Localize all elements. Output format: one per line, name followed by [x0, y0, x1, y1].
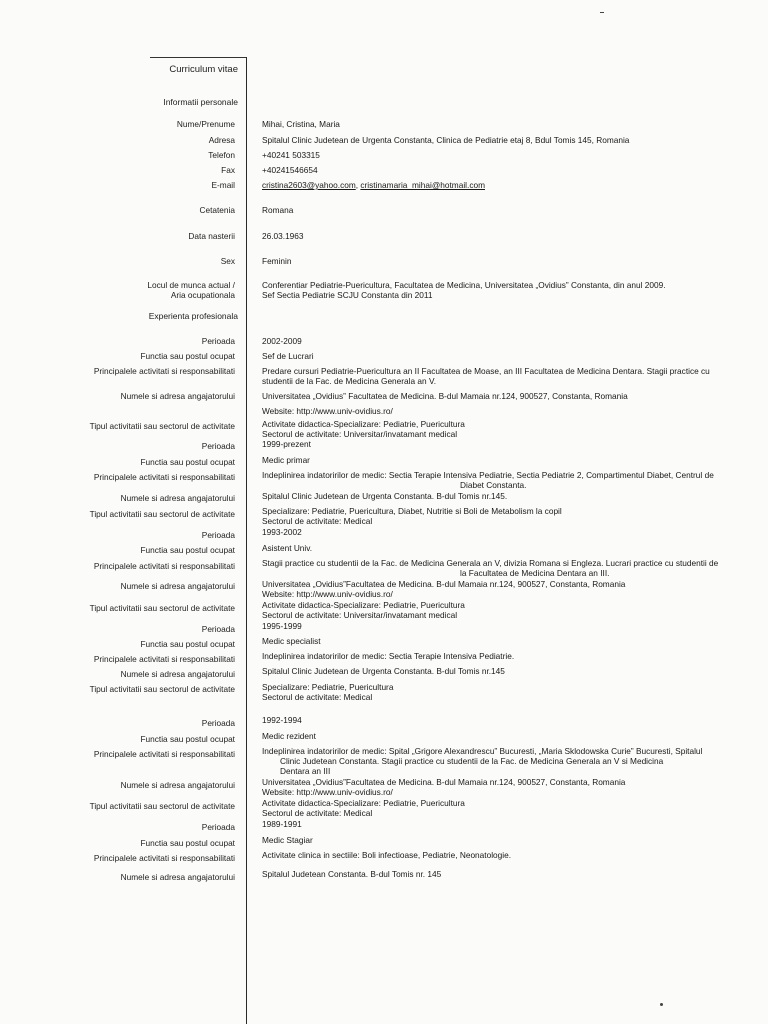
section-personal-info: Informatii personale	[163, 97, 238, 107]
e3-position: Asistent Univ.	[262, 543, 313, 553]
e5-activities-3	[262, 766, 712, 776]
e3-activities-2	[262, 568, 712, 578]
phone-label: Telefon	[208, 150, 235, 160]
e4-position: Medic specialist	[262, 636, 321, 646]
e1-website: Website: http://www.univ-ovidius.ro/	[262, 406, 393, 416]
e4-sector-2: Sectorul de activitate: Medical	[262, 692, 373, 702]
e6-activities: Activitate clinica in sectiile: Boli infectioase, Pediatrie, Neonatologie.	[262, 850, 512, 860]
e5-employer-label: Numele si adresa angajatorului	[120, 780, 235, 790]
e2-period: 1999-prezent	[262, 439, 311, 449]
e6-activities-label: Principalele activitati si responsabilitati	[93, 853, 235, 863]
e3-activities-1: Stagii practice cu studentii de la Fac. de Medicina Generala an V, divizia Romana si Engleza. Lucrari practice cu studentii de	[262, 558, 719, 568]
address-value: Spitalul Clinic Judetean de Urgenta Constanta, Clinica de Pediatrie etaj 8, Bdul Tomis 145, Romania	[262, 135, 630, 145]
workplace-value-2: Sef Sectia Pediatrie SCJU Constanta din 2011	[262, 290, 433, 300]
e2-position: Medic primar	[262, 455, 310, 465]
e3-sector-label: Tipul activitatii sau sectorul de activitate	[89, 603, 235, 613]
e3-period: 1993-2002	[262, 527, 302, 537]
e5-period: 1992-1994	[262, 715, 302, 725]
section-experience: Experienta profesionala	[148, 311, 238, 321]
header-rule	[150, 57, 246, 58]
e5-activities-label: Principalele activitati si responsabilitati	[93, 749, 235, 759]
workplace-value-1: Conferentiar Pediatrie-Puericultura, Facultatea de Medicina, Universitatea „Ovidius” Constanta, din anul 2009.	[262, 280, 666, 290]
e5-sector-1: Activitate didactica-Specializare: Pediatrie, Puericultura	[262, 798, 465, 808]
e3-activities-2-text: la Facultatea de Medicina Dentara an III.	[460, 568, 610, 578]
e2-period-label: Perioada	[201, 441, 235, 451]
citizenship-value: Romana	[262, 205, 294, 215]
sex-value: Feminin	[262, 256, 292, 266]
e4-sector-label: Tipul activitatii sau sectorul de activitate	[89, 684, 235, 694]
e1-employer-label: Numele si adresa angajatorului	[120, 391, 235, 401]
e1-activities-label: Principalele activitati si responsabilitati	[93, 366, 235, 376]
e4-activities: Indeplinirea indatoririlor de medic: Sectia Terapie Intensiva Pediatrie.	[262, 651, 515, 661]
address-label: Adresa	[208, 135, 235, 145]
name-value: Mihai, Cristina, Maria	[262, 119, 340, 129]
e4-period-label: Perioada	[201, 624, 235, 634]
e1-position-label: Functia sau postul ocupat	[140, 351, 235, 361]
email-separator: ,	[355, 180, 359, 190]
e1-sector-1: Activitate didactica-Specializare: Pediatrie, Puericultura	[262, 419, 465, 429]
phone-value: +40241 503315	[262, 150, 320, 160]
e5-activities-2	[262, 756, 712, 766]
workplace-label-1: Locul de munca actual /	[147, 280, 235, 290]
e5-activities-1: Indeplinirea indatoririlor de medic: Spital „Grigore Alexandrescu” Bucuresti, „Maria Sklodowska Curie” Bucuresti, Spitalul	[262, 746, 703, 756]
e5-period-label: Perioada	[201, 718, 235, 728]
e6-position: Medic Stagiar	[262, 835, 313, 845]
e1-employer: Universitatea „Ovidius” Facultatea de Medicina. B-dul Mamaia nr.124, 900527, Constanta, Romania	[262, 391, 628, 401]
e6-period-label: Perioada	[201, 822, 235, 832]
e6-position-label: Functia sau postul ocupat	[140, 838, 235, 848]
e4-employer-label: Numele si adresa angajatorului	[120, 669, 235, 679]
e1-sector-2: Sectorul de activitate: Universitar/invatamant medical	[262, 429, 458, 439]
e2-sector-1: Specializare: Pediatrie, Puericultura, Diabet, Nutritie si Boli de Metabolism la copil	[262, 506, 562, 516]
e6-period: 1989-1991	[262, 819, 302, 829]
scan-speck	[600, 12, 604, 13]
e4-sector-1: Specializare: Pediatrie, Puericultura	[262, 682, 394, 692]
e3-period-label: Perioada	[201, 530, 235, 540]
e1-period: 2002-2009	[262, 336, 302, 346]
email-label: E-mail	[211, 180, 235, 190]
e2-activities-label: Principalele activitati si responsabilitati	[93, 472, 235, 482]
email-value	[262, 180, 712, 190]
e2-activities-1: Indeplinirea indatoririlor de medic: Sectia Terapie Intensiva Pediatrie, Sectia Pediatrie 2, Compartimentul Diabet, Centrul de	[262, 470, 714, 480]
e5-position-label: Functia sau postul ocupat	[140, 734, 235, 744]
e3-website: Website: http://www.univ-ovidius.ro/	[262, 589, 393, 599]
e2-activities-2	[262, 480, 712, 490]
e4-activities-label: Principalele activitati si responsabilitati	[93, 654, 235, 664]
birthdate-value: 26.03.1963	[262, 231, 304, 241]
cv-title: Curriculum vitae	[169, 64, 238, 75]
sex-label: Sex	[220, 256, 235, 266]
e5-sector-2: Sectorul de activitate: Medical	[262, 808, 373, 818]
e5-position: Medic rezident	[262, 731, 316, 741]
citizenship-label: Cetatenia	[199, 205, 235, 215]
e1-period-label: Perioada	[201, 336, 235, 346]
e3-sector-2: Sectorul de activitate: Universitar/invatamant medical	[262, 610, 458, 620]
e4-period: 1995-1999	[262, 621, 302, 631]
e2-sector-label: Tipul activitatii sau sectorul de activitate	[89, 509, 235, 519]
e1-activities-1: Predare cursuri Pediatrie-Puericultura an II Facultatea de Moase, an III Facultatea de Medicina Dentara. Stagii practice cu	[262, 366, 710, 376]
fax-value: +40241546654	[262, 165, 318, 175]
e4-position-label: Functia sau postul ocupat	[140, 639, 235, 649]
e5-activities-2-text: Clinic Judetean Constanta. Stagii practice cu studentii de la Fac. de Medicina Generala an V si Medicina	[280, 756, 664, 766]
workplace-label-2: Aria ocupationala	[170, 290, 235, 300]
name-label: Nume/Prenume	[176, 119, 235, 129]
scan-speck	[660, 1003, 663, 1006]
e5-website: Website: http://www.univ-ovidius.ro/	[262, 787, 393, 797]
e3-position-label: Functia sau postul ocupat	[140, 545, 235, 555]
e3-employer: Universitatea „Ovidius”Facultatea de Medicina. B-dul Mamaia nr.124, 900527, Constanta, Romania	[262, 579, 626, 589]
e6-employer: Spitalul Judetean Constanta. B-dul Tomis nr. 145	[262, 869, 442, 879]
e2-employer-label: Numele si adresa angajatorului	[120, 493, 235, 503]
birthdate-label: Data nasterii	[188, 231, 235, 241]
e3-sector-1: Activitate didactica-Specializare: Pediatrie, Puericultura	[262, 600, 465, 610]
e2-sector-2: Sectorul de activitate: Medical	[262, 516, 373, 526]
e3-employer-label: Numele si adresa angajatorului	[120, 581, 235, 591]
column-divider	[246, 57, 247, 1024]
e5-sector-label: Tipul activitatii sau sectorul de activitate	[89, 801, 235, 811]
e3-activities-label: Principalele activitati si responsabilitati	[93, 561, 235, 571]
e2-activities-2-text: Diabet Constanta.	[460, 480, 527, 490]
e2-employer: Spitalul Clinic Judetean de Urgenta Constanta. B-dul Tomis nr.145.	[262, 491, 508, 501]
e5-activities-3-text: Dentara an III	[280, 766, 331, 776]
e6-employer-label: Numele si adresa angajatorului	[120, 872, 235, 882]
e1-position: Sef de Lucrari	[262, 351, 314, 361]
e1-activities-2: studentii de la Fac. de Medicina Generala an V.	[262, 376, 437, 386]
fax-label: Fax	[221, 165, 235, 175]
e5-employer: Universitatea „Ovidius”Facultatea de Medicina. B-dul Mamaia nr.124, 900527, Constanta, Romania	[262, 777, 626, 787]
e1-sector-label: Tipul activitatii sau sectorul de activitate	[89, 421, 235, 431]
email-link-yahoo[interactable]: cristina2603@yahoo.com	[262, 180, 356, 190]
email-link-hotmail[interactable]: cristinamaria_mihai@hotmail.com	[360, 180, 485, 190]
e4-employer: Spitalul Clinic Judetean de Urgenta Constanta. B-dul Tomis nr.145	[262, 666, 505, 676]
e2-position-label: Functia sau postul ocupat	[140, 457, 235, 467]
